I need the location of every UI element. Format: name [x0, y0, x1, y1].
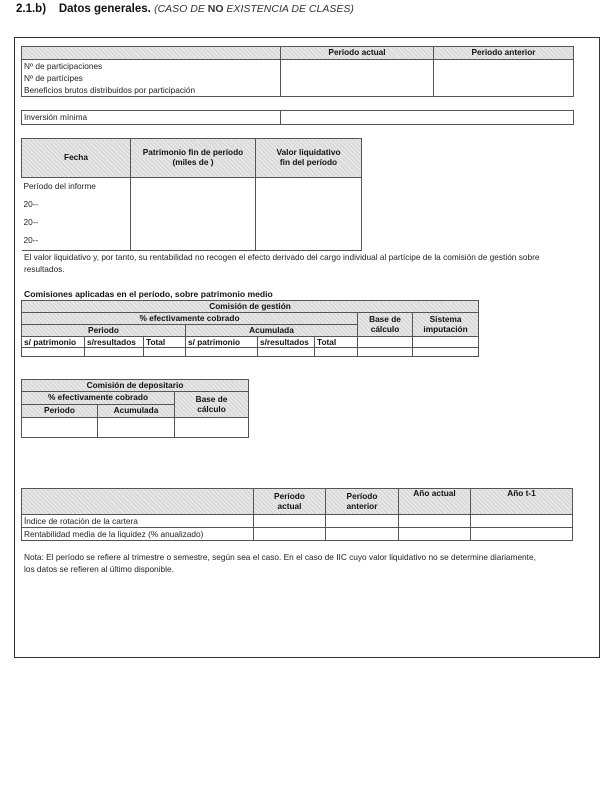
t3-sistema-cell	[413, 337, 479, 348]
t5-header-anterior: Período anterior	[326, 489, 399, 515]
note-periodo: Nota: El período se refiere al trimestre o semestre, según sea el caso. En el caso de IIC cuyo valor liquidativo no se determine diariamente, los datos se refieren al último disponible.	[24, 552, 536, 574]
t1-empty-header	[22, 47, 281, 60]
t1-labels	[22, 60, 281, 97]
t1-anterior-cell	[434, 60, 574, 97]
section-title	[16, 3, 354, 15]
t1-header-anterior: Periodo anterior	[434, 47, 574, 60]
t4-header-base: Base de cálculo	[175, 392, 249, 418]
t2-patrimonio-cell	[131, 178, 256, 251]
inversion-cell	[281, 111, 574, 125]
t4-header-periodo: Periodo	[22, 405, 98, 418]
inversion-table	[21, 110, 574, 125]
t5-header-ano: Año actual	[399, 489, 471, 515]
t3-header-periodo: Periodo	[22, 325, 186, 337]
t2-header-valor: Valor liquidativo fin del período	[256, 139, 362, 178]
row-label: 20--	[23, 199, 39, 209]
t1-header-actual: Período actual	[281, 47, 434, 60]
row-label: Nº de participaciones	[24, 61, 103, 71]
t2-header-patrimonio: Patrimonio fin de período (miles de )	[131, 139, 256, 178]
t4-acumulada-cell	[98, 418, 175, 438]
t2-fecha-list	[22, 178, 131, 251]
t3-header-acumulada: Acumulada	[186, 325, 358, 337]
comisiones-caption: Comisiones aplicadas en el período, sobre patrimonio medio	[24, 289, 273, 299]
t3-col-total: Total	[144, 337, 186, 348]
rotacion-table	[21, 488, 573, 541]
t2-header-fecha: Fecha	[22, 139, 131, 178]
participaciones-table	[21, 46, 574, 97]
t2-valor-cell	[256, 178, 362, 251]
section-number: 2.1.b)	[16, 3, 47, 15]
t3-header-base: Base de cálculo	[358, 313, 413, 337]
t5-header-anot1: Año t-1	[471, 489, 573, 515]
comision-depositario-table	[21, 379, 249, 438]
t4-periodo-cell	[22, 418, 98, 438]
t3-header-gestion: Comisión de gestión	[22, 301, 479, 313]
t4-base-cell	[175, 418, 249, 438]
t5-header-actual: Período actual	[254, 489, 326, 515]
t5-row-rentabilidad: Rentabilidad media de la liquidez (% anualizado)	[22, 528, 254, 541]
t5-row-rotacion: Índice de rotación de la cartera	[22, 515, 254, 528]
t3-header-pct: % efectivamente cobrado	[22, 313, 358, 325]
inversion-label: Inversión mínima	[22, 111, 281, 125]
t3-col-patrimonio-acum: s/ patrimonio	[186, 337, 258, 348]
t4-header-depositario: Comisión de depositario	[22, 380, 249, 392]
t1-actual-cell	[281, 60, 434, 97]
t4-header-pct: % efectivamente cobrado	[22, 392, 175, 405]
row-label: Nº de partícipes	[24, 73, 83, 83]
section-subtitle: (CASO DE NO EXISTENCIA DE CLASES)	[154, 3, 354, 15]
t3-col-total-acum: Total	[315, 337, 358, 348]
row-label: Beneficios brutos distribuidos por participación	[24, 85, 196, 95]
t3-col-resultados: s/resultados	[85, 337, 144, 348]
valor-liquidativo-table	[21, 138, 362, 251]
t3-base-cell	[358, 337, 413, 348]
t5-empty-header	[22, 489, 254, 515]
row-label: 20--	[23, 217, 39, 227]
t4-header-acumulada: Acumulada	[98, 405, 175, 418]
t3-header-sistema: Sistema imputación	[413, 313, 479, 337]
comision-gestion-table	[21, 300, 479, 357]
section-heading: Datos generales.	[58, 3, 151, 15]
note-valor-liquidativo: El valor liquidativo y, por tanto, su rentabilidad no recogen el efecto derivado del cargo individual al partícipe de la comisión de gestión sobre resultados.	[24, 252, 540, 274]
t3-col-patrimonio: s/ patrimonio	[22, 337, 85, 348]
t3-col-resultados-acum: s/resultados	[258, 337, 315, 348]
row-label: Período del informe	[23, 181, 96, 191]
row-label: 20--	[23, 235, 39, 245]
